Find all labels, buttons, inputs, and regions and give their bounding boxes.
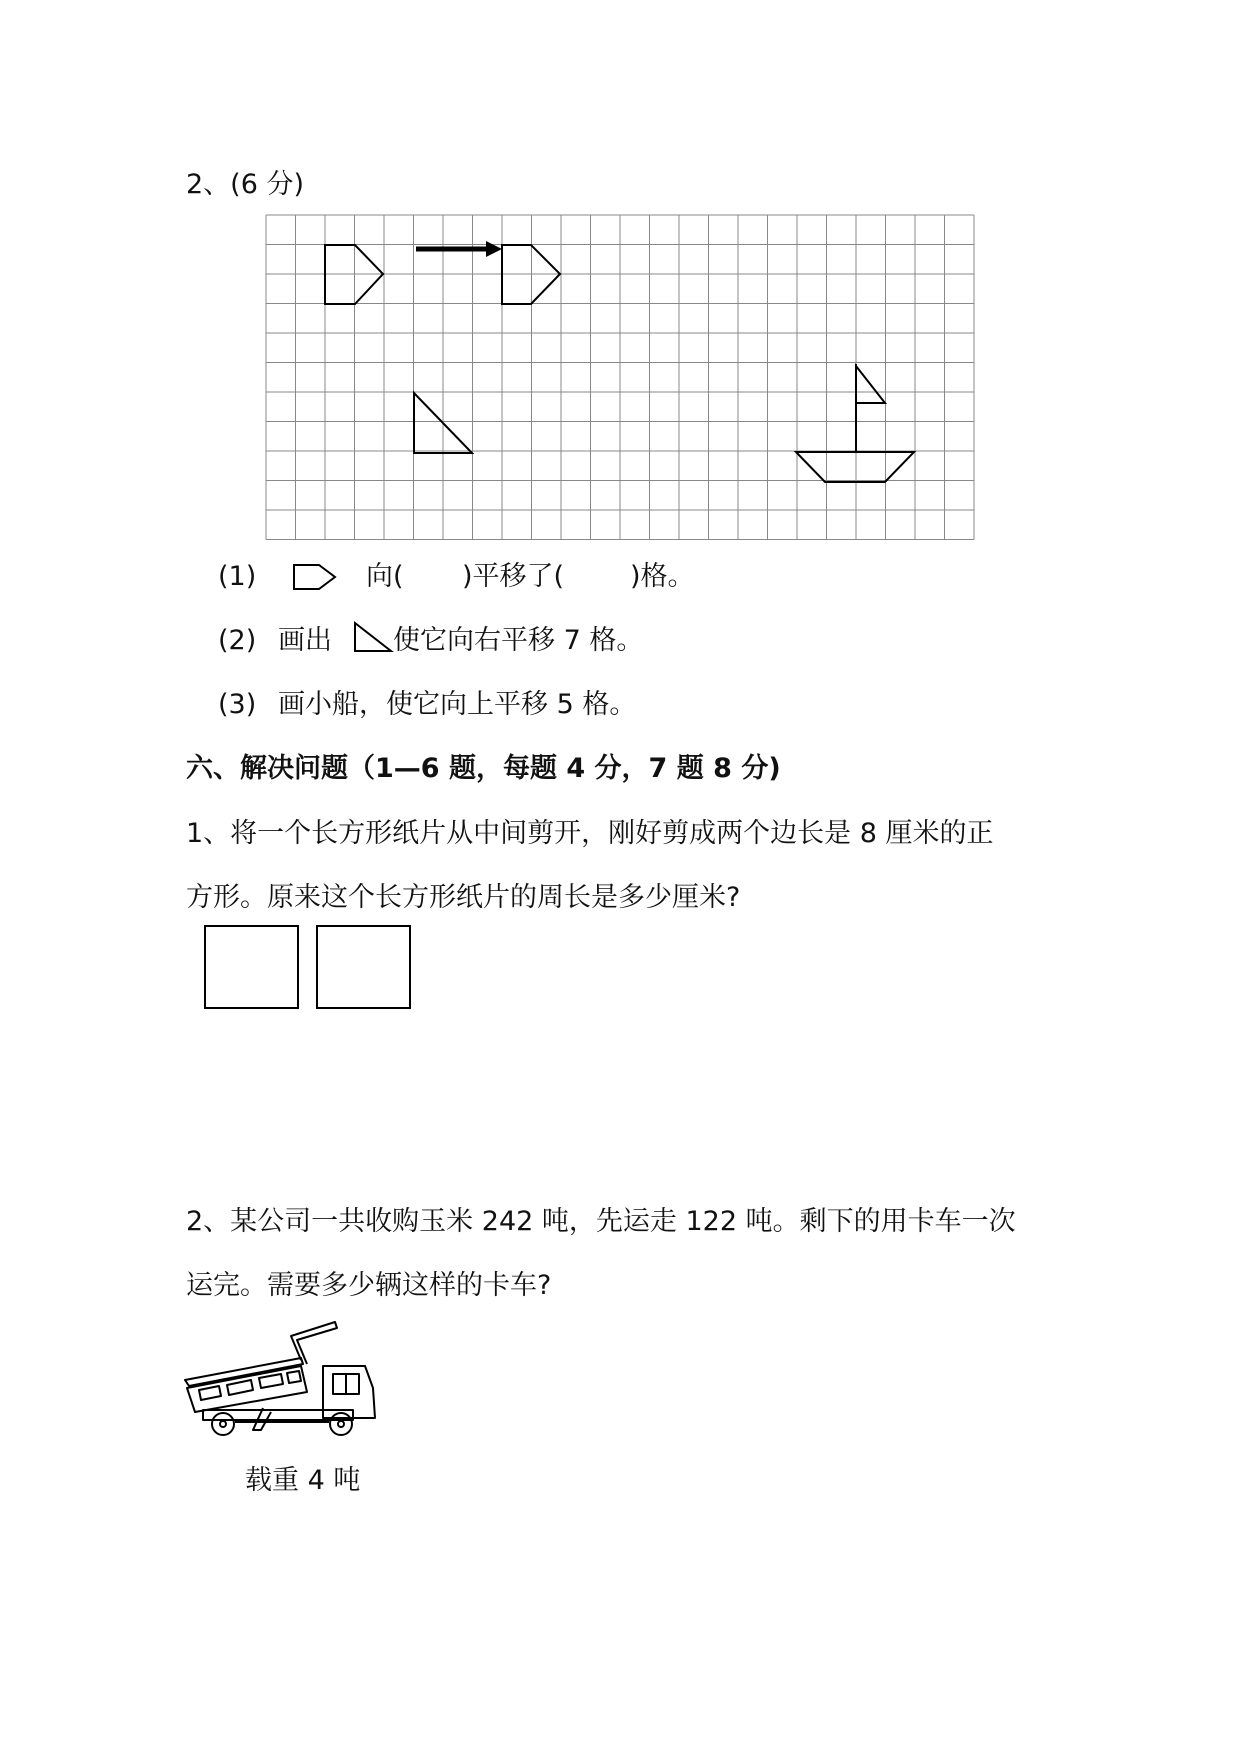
square-right xyxy=(317,926,410,1008)
sub-question-1-dir: 向( xyxy=(366,561,404,592)
problem-1-line-1: 1、将一个长方形纸片从中间剪开，刚好剪成两个边长是 8 厘米的正 xyxy=(186,818,994,849)
sub-question-1-end: )格。 xyxy=(630,561,695,592)
question-2-header: 2、(6 分) xyxy=(186,169,305,200)
triangle-shape xyxy=(414,393,472,453)
problem-1-line-2: 方形。原来这个长方形纸片的周长是多少厘米? xyxy=(186,882,741,913)
pentagon-shape-original xyxy=(325,245,383,304)
two-squares-figure xyxy=(204,925,444,1015)
dump-truck-icon xyxy=(183,1318,383,1448)
sub-question-2-text-a: 画出 xyxy=(278,625,332,656)
pentagon-shape-translated xyxy=(502,245,560,304)
sub-question-2-label: (2) xyxy=(218,625,257,656)
section-6-title: 六、解决问题（1—6 题，每题 4 分，7 题 8 分) xyxy=(186,753,781,784)
truck-caption: 载重 4 吨 xyxy=(245,1465,361,1496)
sub-question-1-mid: )平移了( xyxy=(462,561,565,592)
sub-question-3-label: (3) xyxy=(218,689,257,720)
problem-2-line-1: 2、某公司一共收购玉米 242 吨，先运走 122 吨。剩下的用卡车一次 xyxy=(186,1206,1016,1237)
boat-hull-shape xyxy=(796,452,914,482)
square-left xyxy=(205,926,298,1008)
problem-2-line-2: 运完。需要多少辆这样的卡车? xyxy=(186,1270,552,1301)
sub-question-1-label: (1) xyxy=(218,561,257,592)
triangle-small-icon xyxy=(353,621,393,653)
sub-question-3-text: 画小船，使它向上平移 5 格。 xyxy=(278,689,637,720)
arrow-head-icon xyxy=(486,241,502,257)
sub-question-2-text-b: 使它向右平移 7 格。 xyxy=(393,625,644,656)
grid-lines xyxy=(266,215,974,540)
boat-flag-shape xyxy=(856,366,885,403)
pentagon-small-icon xyxy=(293,563,337,591)
